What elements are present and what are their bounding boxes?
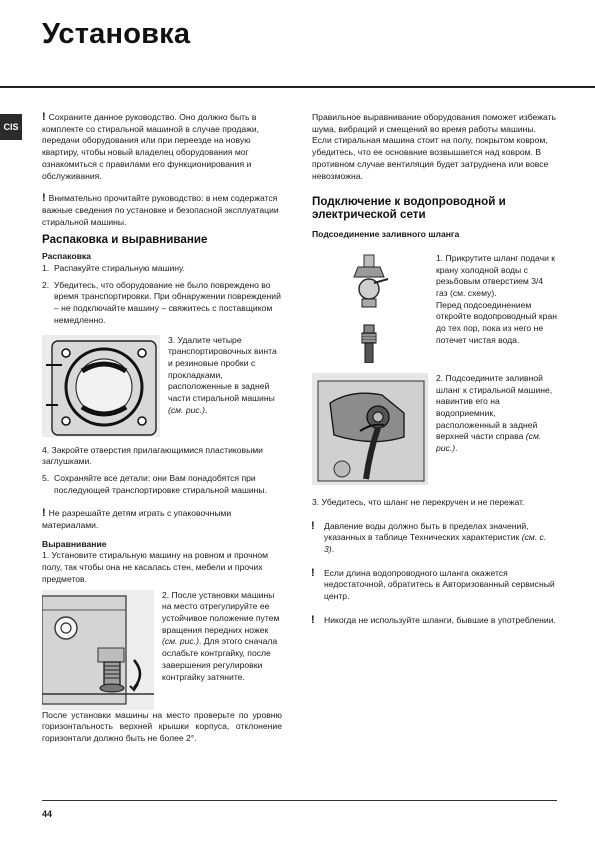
note-keep-manual: ! Сохраните данное руководство. Оно должно быть в комплекте со стиральной машиной в случае продажи, передачи оборудования или при переезде на новую квартиру, чтобы новый владелец оборудования мог ознакомиться с правилами его функционирования и обслуживания. [42, 111, 260, 181]
warning-icon: ! [42, 507, 46, 520]
machine-back-illustration [42, 335, 160, 437]
warning-icon: ! [311, 613, 315, 626]
section-title-connection: Подключение к водопроводной и электрической сети [312, 195, 506, 222]
warning-icon: ! [311, 519, 315, 532]
warning-used-hoses: ! Никогда не используйте шланги, бывшие в употреблении. [311, 613, 556, 626]
carpet-note-text: Если стиральная машина стоит на полу, покрытом ковром, убедитесь, что ее основание возвышается над ковром. В противном случае вентиляция будет затруднена или вовсе невозможна. [312, 135, 549, 181]
unpack-step-1: 1. Распакуйте стиральную машину. [42, 263, 185, 274]
unpack-step-5: 5. Сохраняйте все детали: они Вам понадобятся при последующей транспортировке стиральной машины. [42, 472, 267, 495]
warning-pressure: ! Давление воды должно быть в пределах значений, указанных в таблице Технических характеристик (см. с. 3). [311, 519, 547, 555]
subheading-inlet-hose: Подсоединение заливного шланга [312, 229, 460, 240]
unpack-step-2: 2. Убедитесь, что оборудование не было повреждено во время транспортировки. При обнаружении повреждений – не подключайте машину – свяжитесь с поставщиком немедленно. [42, 279, 281, 325]
warning-hose-length: ! Если длина водопроводного шланга окажется недостаточной, обратитесь в Авторизованный сервисный центр. [311, 566, 555, 602]
right-column [312, 112, 557, 627]
figure-row-leveling [42, 590, 282, 710]
hose-step-1: 1. Прикрутите шланг подачи к крану холодной воды с резьбовым отверстием 3/4 газ (см. схему). [436, 252, 556, 299]
leveling-benefit-text: Правильное выравнивание оборудования поможет избежать шума, вибраций и смещений во время работы машины. [312, 112, 556, 134]
note-read-manual: ! Внимательно прочитайте руководство: в нем содержатся важные сведения по установке и безопасной эксплуатации стиральной машины. [42, 192, 279, 227]
figure-row-inlet [312, 373, 557, 485]
hose-step-3: 3. Убедитесь, что шланг не перекручен и не пережат. [312, 496, 525, 507]
warning-icon: ! [42, 111, 46, 123]
language-tab: CIS [0, 114, 22, 140]
subheading-leveling: Выравнивание [42, 538, 107, 549]
level-step-2: 2. После установки машины на место отрегулируйте ее устойчивое положение путем вращения передних ножек (см. рис.). Для этого сначала ослабьте контргайку, после завершения регулировки контргайку затяните. [162, 589, 280, 682]
unpack-step-4: 4. Закройте отверстия прилагающимися пластиковыми заглушками. [42, 444, 263, 467]
section-title-unpacking: Распаковка и выравнивание [42, 233, 208, 247]
left-column [42, 112, 282, 745]
page-number: 44 [42, 809, 53, 819]
warning-icon: ! [311, 566, 315, 579]
hose-step-2: 2. Подсоедините заливной шланг к стиральной машине, навинтив его на водоприемник, расположенный в задней верхней части справа (см. рис.). [436, 372, 553, 454]
page-title: Установка [42, 18, 191, 50]
note-children: ! Не разрешайте детям играть с упаковочными материалами. [42, 507, 232, 531]
subheading-unpacking: Распаковка [42, 251, 91, 262]
unpack-step-3: 3. Удалите четыре транспортировочных винта и резиновые пробки с прокладками, расположенные в задней части стиральной машины (см. рис.). [168, 334, 277, 415]
title-divider [0, 86, 595, 88]
level-step-1: 1. Установите стиральную машину на ровном и прочном полу, так чтобы она не касалась стен, мебели и прочих предметов. [42, 550, 269, 584]
leveling-foot-illustration [42, 590, 154, 710]
figure-row-tap [312, 253, 557, 363]
level-after-text: После установки машины на место проверьте по уровню горизонтальность верхней крышки корпуса, отклонение горизонтали должно быть не более 2°. [42, 709, 282, 743]
footer-divider [42, 800, 557, 801]
warning-icon: ! [42, 192, 46, 205]
hose-step-1-note: Перед подсоединением откройте водопроводный кран до тех пор, пока из него не потечет чистая вода. [436, 299, 557, 345]
tap-hose-illustration [312, 253, 428, 363]
inlet-valve-illustration [312, 373, 428, 485]
figure-row-transport-screws [42, 335, 282, 437]
